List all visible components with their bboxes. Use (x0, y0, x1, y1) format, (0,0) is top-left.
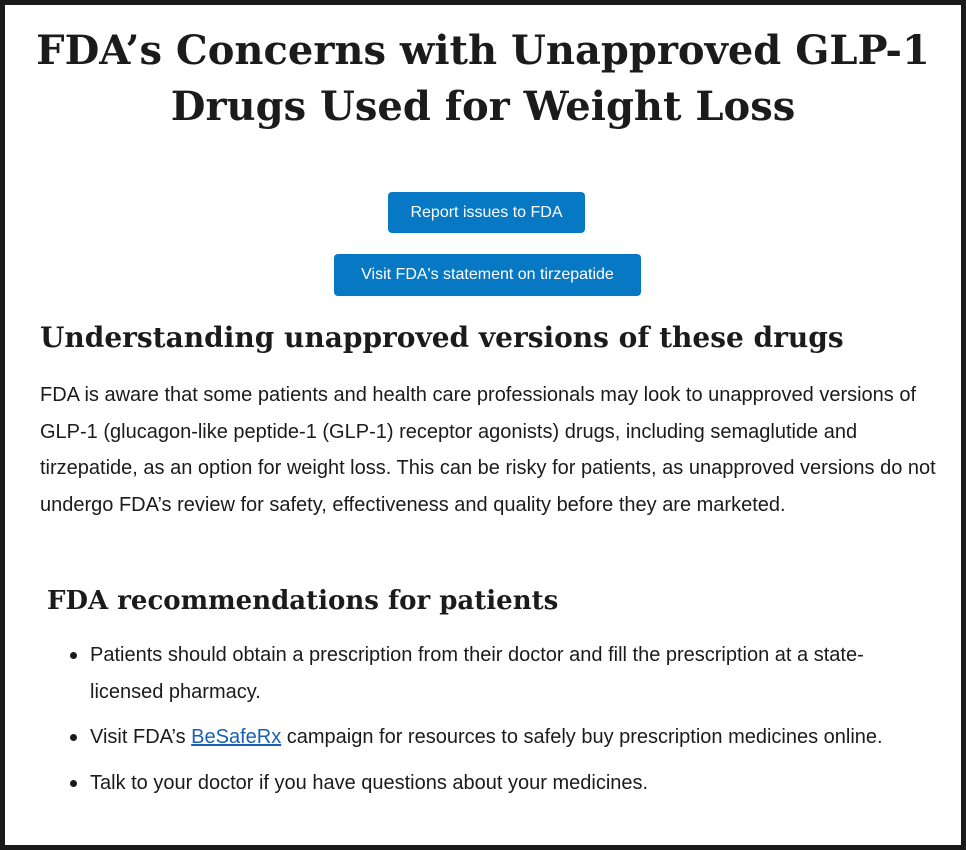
list-item-text: Patients should obtain a prescription from their doctor and fill the prescription at a state-licensed pharmacy. (90, 644, 864, 703)
section-heading-recommendations: FDA recommendations for patients (47, 586, 559, 616)
report-issues-button[interactable]: Report issues to FDA (388, 192, 585, 233)
unapproved-versions-paragraph: FDA is aware that some patients and health care professionals may look to unapproved versions of GLP-1 (glucagon-like peptide-1 (GLP-1) receptor agonists) drugs, including semaglutide and tirzepatide, as an option for weight loss. This can be risky for patients, as unapproved versions do not undergo FDA’s review for safety, effectiveness and quality before they are marketed. (40, 384, 936, 516)
section-heading-unapproved-versions: Understanding unapproved versions of these drugs (40, 321, 844, 354)
bullet-icon (70, 652, 77, 659)
recommendations-list (90, 637, 930, 810)
list-item-text-after: campaign for resources to safely buy prescription medicines online. (281, 726, 883, 748)
tirzepatide-statement-button[interactable]: Visit FDA's statement on tirzepatide (334, 254, 641, 296)
list-item (90, 719, 930, 756)
list-item (90, 637, 930, 710)
list-item (90, 765, 930, 802)
besaferx-link[interactable]: BeSafeRx (191, 726, 282, 748)
list-item-text-before: Visit FDA’s (90, 726, 192, 748)
list-item-text: Talk to your doctor if you have questions about your medicines. (90, 771, 649, 794)
page-title: FDA’s Concerns with Unapproved GLP-1 Drugs Used for Weight Loss (36, 27, 930, 130)
bullet-icon (70, 734, 77, 741)
bullet-icon (70, 780, 77, 787)
